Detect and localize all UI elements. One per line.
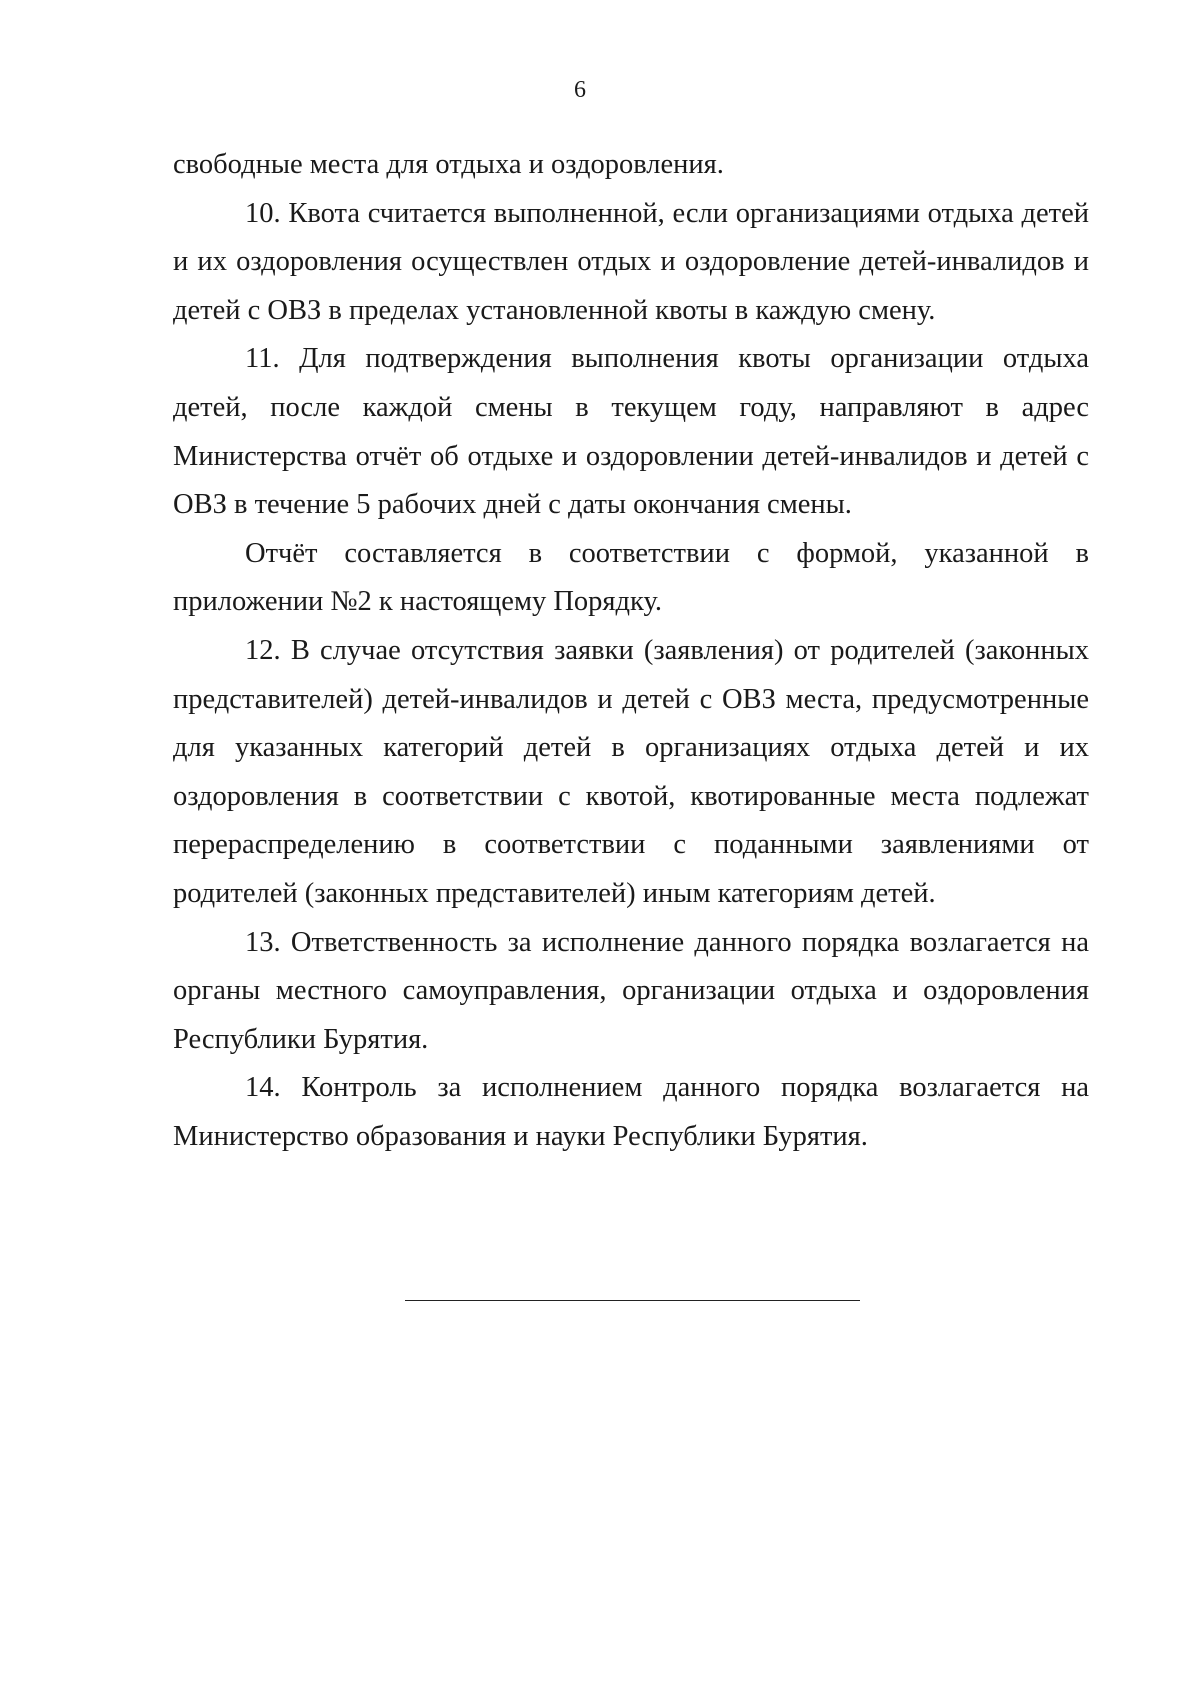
paragraph-item-13: 13. Ответственность за исполнение данного порядка возлагается на органы местного самоуправления, организации отдыха и оздоровления Республики Бурятия. xyxy=(173,926,1089,1055)
end-separator-line xyxy=(405,1300,860,1301)
paragraph-continuation: свободные места для отдыха и оздоровления. xyxy=(173,149,724,180)
paragraph-item-14: 14. Контроль за исполнением данного порядка возлагается на Министерство образования и науки Республики Бурятия. xyxy=(173,1072,1089,1152)
paragraph-item-10: 10. Квота считается выполненной, если организациями отдыха детей и их оздоровления осуществлен отдых и оздоровление детей-инвалидов и детей с ОВЗ в пределах установленной квоты в каждую смену. xyxy=(173,197,1089,326)
paragraph-item-11: 11. Для подтверждения выполнения квоты организации отдыха детей, после каждой смены в текущем году, направляют в адрес Министерства отчёт об отдыхе и оздоровлении детей-инвалидов и детей с ОВЗ в течение 5 рабочих дней с даты окончания смены. xyxy=(173,343,1089,521)
paragraph-report-form: Отчёт составляется в соответствии с формой, указанной в приложении №2 к настоящему Порядку. xyxy=(173,537,1089,618)
document-body xyxy=(173,141,1089,1161)
page-number: 6 xyxy=(574,77,586,103)
paragraph-item-12: 12. В случае отсутствия заявки (заявления) от родителей (законных представителей) детей-инвалидов и детей с ОВЗ места, предусмотренные для указанных категорий детей в организациях отдыха детей и их оздоровления в соответствии с квотой, квотированные места подлежат перераспределению в соответствии с поданными заявлениями от родителей (законных представителей) иным категориям детей. xyxy=(173,634,1089,909)
